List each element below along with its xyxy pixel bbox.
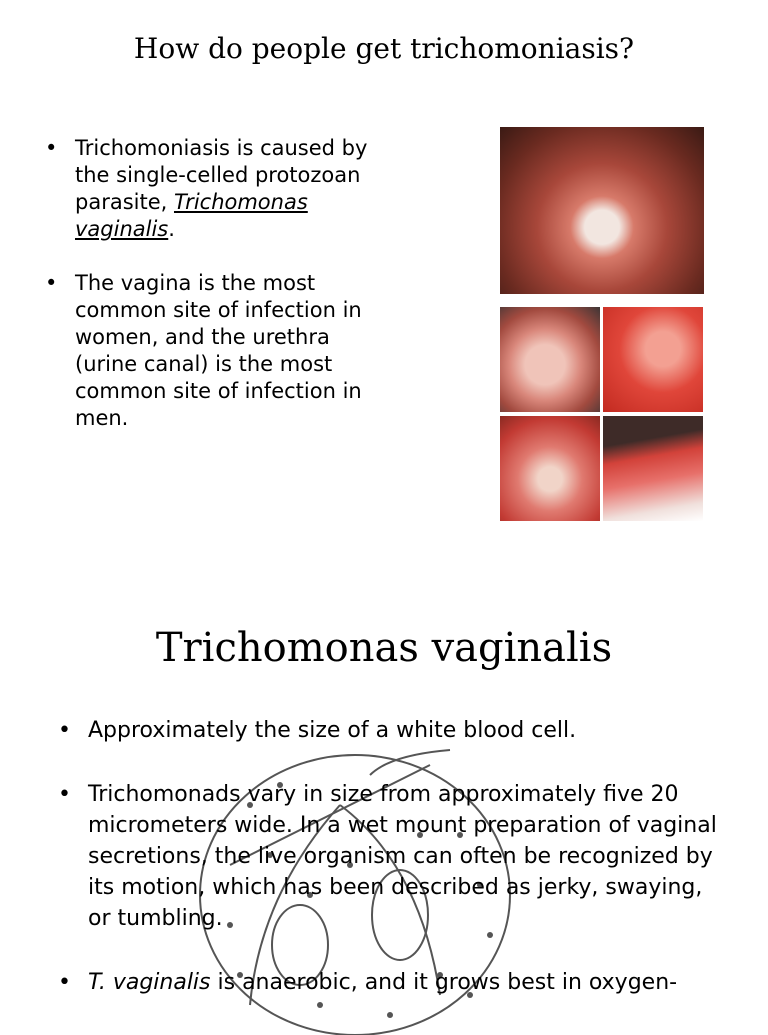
clinical-photo-bottom-right (603, 416, 703, 521)
bullet-size: • Approximately the size of a white blood cell. (88, 715, 728, 746)
clinical-photo-top-right (603, 307, 703, 412)
species-abbrev: T. vaginalis (88, 970, 211, 995)
bullet-variation: • Trichomonads vary in size from approximately five 20 micrometers wide. In a wet mount preparation of vaginal secretions, the live organism can often be recognized by its motion, which has been described as jerky, swaying, or tumbling. (88, 779, 728, 934)
bullet-anaerobic-text: is anaerobic, and it grows best in oxygen- (210, 970, 678, 995)
slide-1-bullets (75, 135, 375, 432)
bullet-anaerobic (88, 967, 728, 998)
slide-2-bullets (88, 715, 728, 998)
bullet-site: • The vagina is the most common site of infection in women, and the urethra (urine canal) is the most common site of infection in men. (75, 270, 375, 432)
clinical-photo-main (500, 127, 704, 294)
slide-2 (0, 585, 768, 1024)
clinical-photo-top-left (500, 307, 600, 412)
parasite-link[interactable]: Trichomonas vaginalis (75, 190, 308, 241)
bullet-cause-text: Trichomoniasis is caused by the single-celled protozoan parasite, (75, 136, 368, 214)
slide-1-title: How do people get trichomoniasis? (133, 32, 635, 65)
slide-2-title: Trichomonas vaginalis (155, 625, 613, 671)
bullet-cause (75, 135, 375, 243)
bullet-cause-period: . (168, 217, 175, 241)
clinical-photo-bottom-left (500, 416, 600, 521)
